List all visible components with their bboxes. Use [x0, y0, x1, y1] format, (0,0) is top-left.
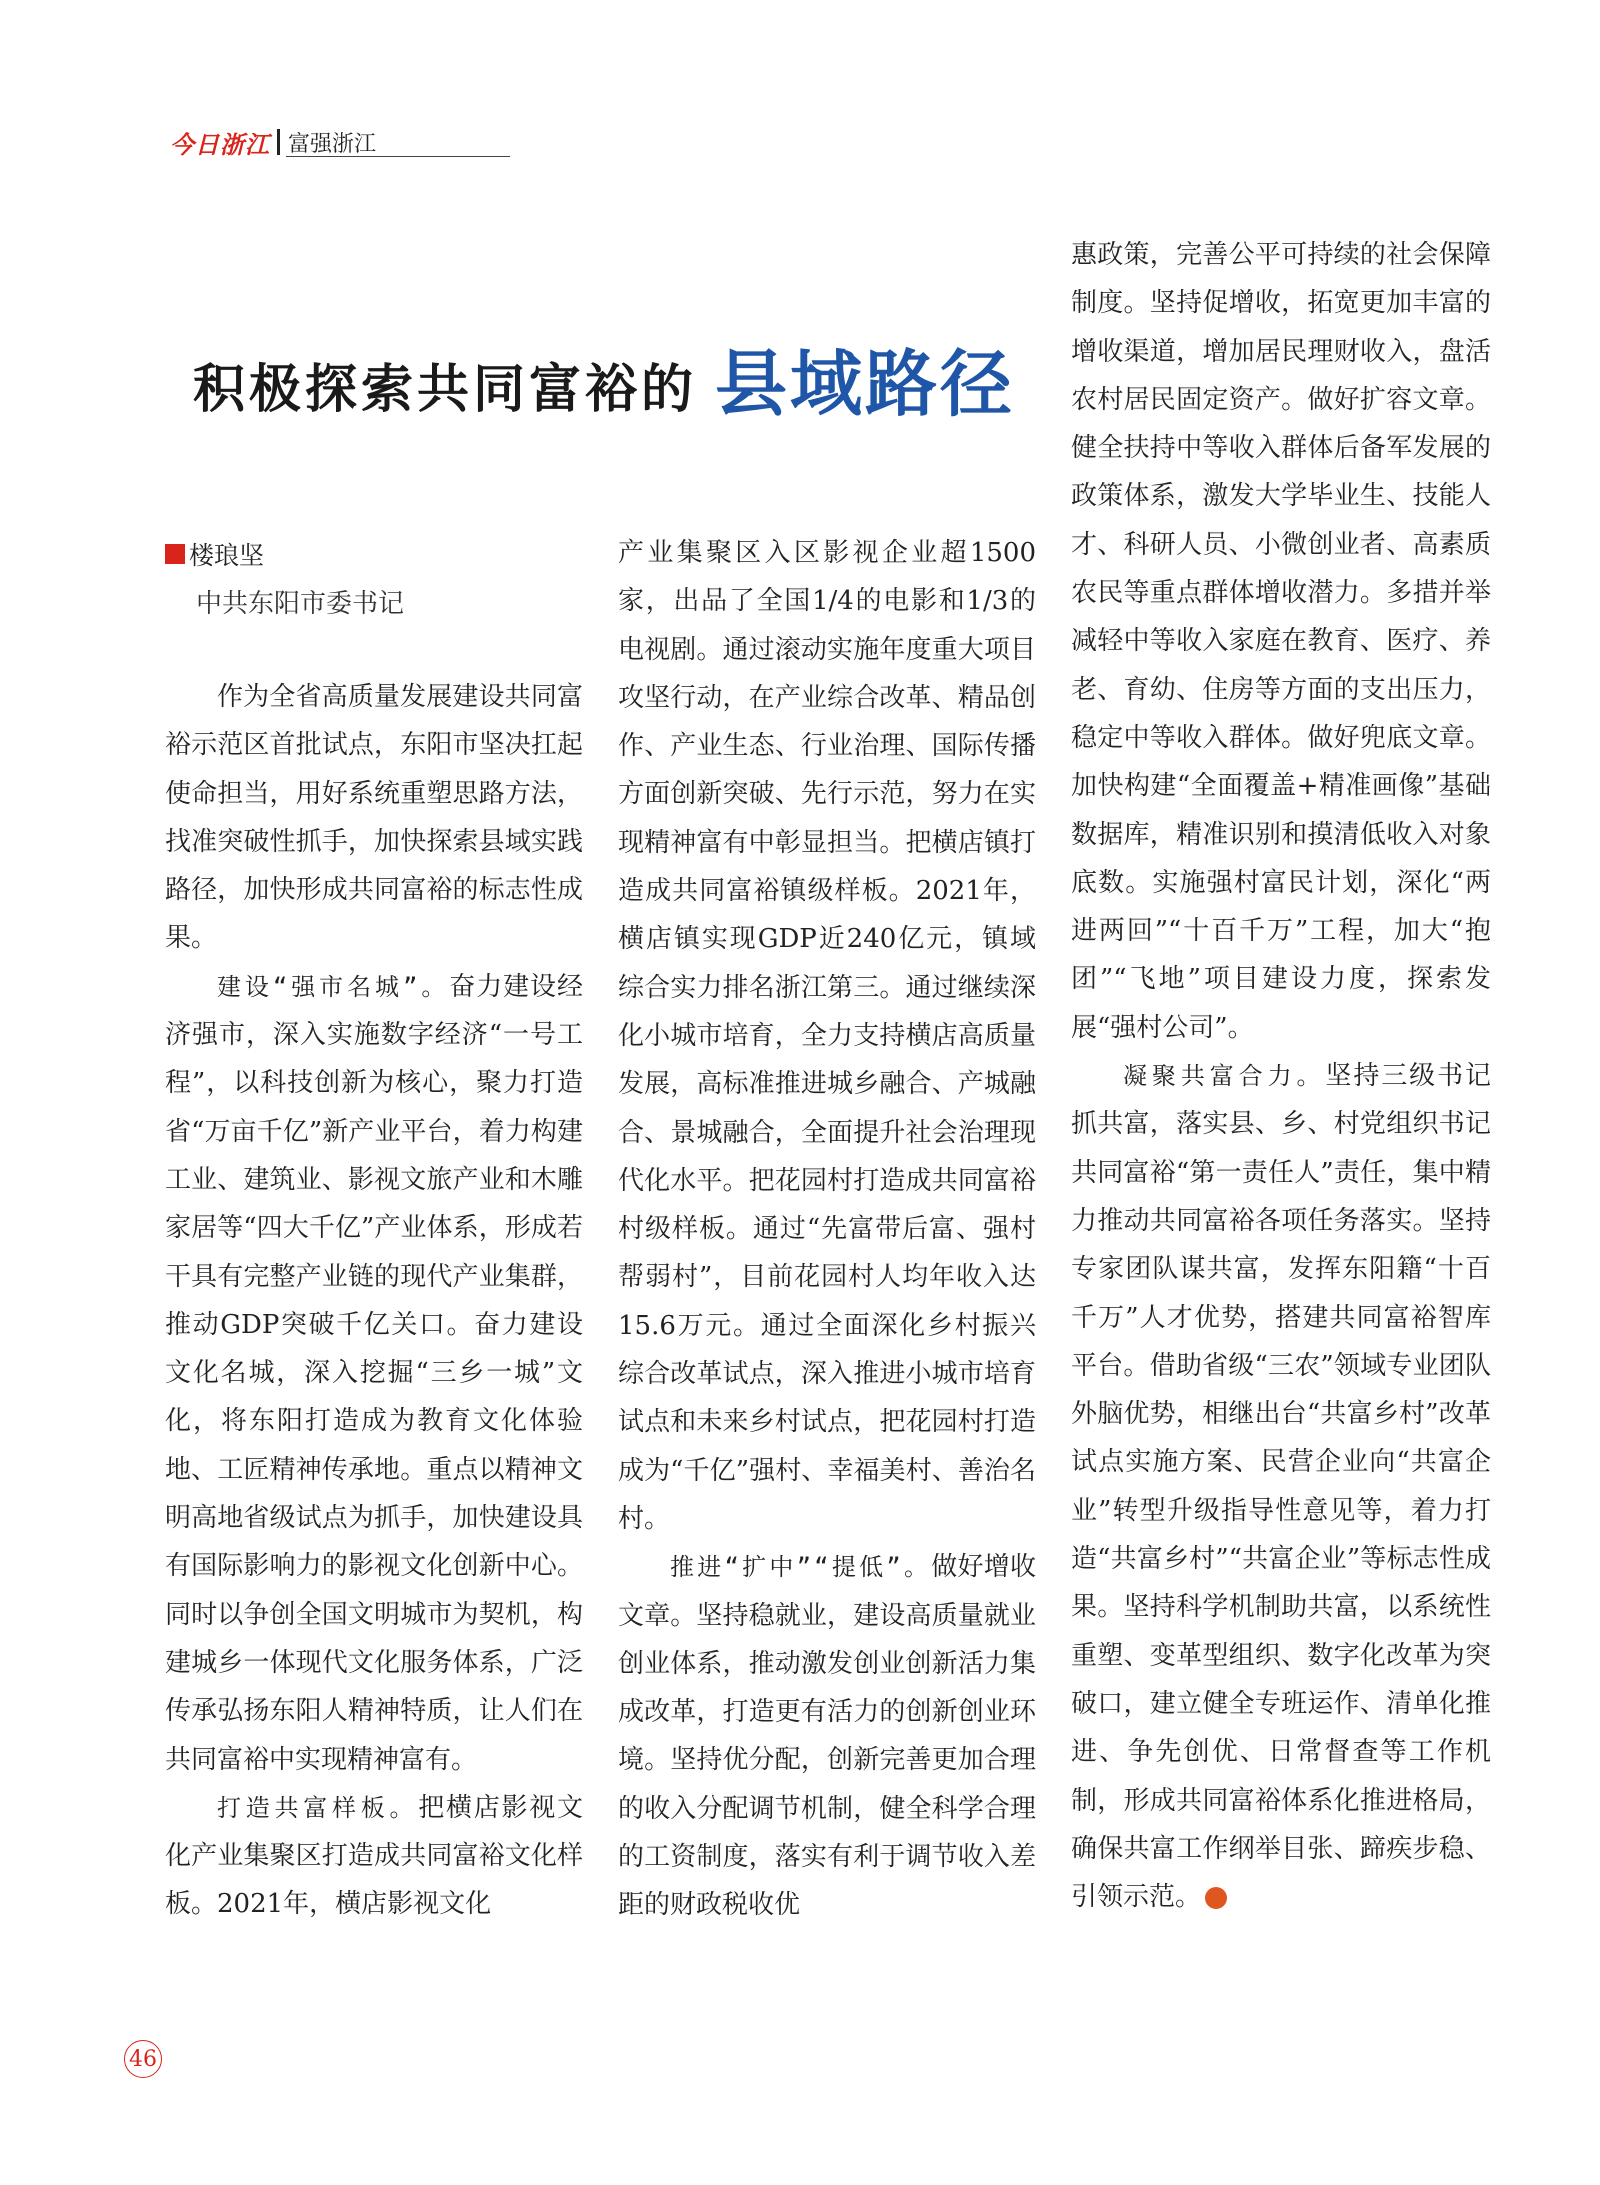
paragraph: 惠政策，完善公平可持续的社会保障制度。坚持促增收，拓宽更加丰富的增收渠道，增加居民理财收入，盘活农村居民固定资产。做好扩容文章。健全扶持中等收入群体后备军发展的政策体系，激发大学毕业生、技能人才、科研人员、小微创业者、高素质农民等重点群体增收潜力。多措并举减轻中等收入家庭在教育、医疗、养老、育幼、住房等方面的支出压力，稳定中等收入群体。做好兜底文章。加快构建“全面覆盖+精准画像”基础数据库，精准识别和摸清低收入对象底数。实施强村富民计划，深化“两进两回”“十百千万”工程，加大“抱团”“飞地”项目建设力度，探索发展“强村公司”。	[1071, 240, 1491, 1043]
end-mark-icon	[1205, 1887, 1227, 1909]
paragraph-lead: 建设“强市名城”。	[217, 972, 450, 1001]
author-name: 楼琅坚	[189, 541, 265, 570]
paragraph	[165, 963, 583, 1784]
paragraph: 产业集聚区入区影视企业超1500家，出品了全国1/4的电影和1/3的电视剧。通过滚动实施年度重大项目攻坚行动，在产业综合改革、精品创作、产业生态、行业治理、国际传播方面创新突破、先行示范，努力在实现精神富有中彰显担当。把横店镇打造成共同富裕镇级样板。2021年，横店镇实现GDP近240亿元，镇域综合实力排名浙江第三。通过继续深化小城市培育，全力支持横店高质量发展，高标准推进城乡融合、产城融合、景城融合，全面提升社会治理现代化水平。把花园村打造成共同富裕村级样板。通过“先富带后富、强村帮弱村”，目前花园村人均年收入达15.6万元。通过全面深化乡村振兴综合改革试点，深入推进小城市培育试点和未来乡村试点，把花园村打造成为“千亿”强村、幸福美村、善治名村。	[618, 538, 1036, 1534]
paragraph-lead: 打造共富样板。	[217, 1793, 419, 1822]
paragraph: 作为全省高质量发展建设共同富裕示范区首批试点，东阳市坚决扛起使命担当，用好系统重塑思路方法，找准突破性抓手，加快探索县域实践路径，加快形成共同富裕的标志性成果。	[165, 682, 583, 954]
text-column-1	[165, 673, 583, 1929]
title-highlight: 县域路径	[715, 342, 1016, 426]
paragraph-body: 做好增收文章。坚持稳就业，建设高质量就业创业体系，推动激发创业创新活力集成改革，打造更有活力的创新创业环境。坚持优分配，创新完善更加合理的收入分配调节机制，健全科学合理的工资制度，落实有利于调节收入差距的财政税收优	[618, 1552, 1036, 1921]
paragraph	[618, 1543, 1036, 1929]
paragraph-body: 把横店影视文化产业集聚区打造成共同富裕文化样板。2021年，横店影视文化	[165, 1792, 583, 1920]
header-divider	[277, 129, 280, 155]
text-column-3	[1071, 231, 1491, 1921]
paragraph-lead: 推进“扩中”“提低”。	[670, 1553, 932, 1582]
magazine-logo: 今日浙江	[170, 129, 270, 159]
paragraph-lead: 凝聚共富合力。	[1123, 1062, 1326, 1091]
section-label: 富强浙江	[288, 131, 377, 157]
paragraph-body: 奋力建设经济强市，深入实施数字经济“一号工程”，以科技创新为核心，聚力打造省“万亩千亿”新产业平台，着力构建工业、建筑业、影视文旅产业和木雕家居等“四大千亿”产业体系，形成若干具有完整产业链的现代产业集群，推动GDP突破千亿关口。奋力建设文化名城，深入挖掘“三乡一城”文化，将东阳打造成为教育文化体验地、工匠精神传承地。重点以精神文明高地省级试点为抓手，加快建设具有国际影响力的影视文化创新中心。同时以争创全国文明城市为契机，构建城乡一体现代文化服务体系，广泛传承弘扬东阳人精神特质，让人们在共同富裕中实现精神富有。	[165, 971, 583, 1775]
article-title	[193, 330, 1015, 430]
header-underline	[286, 156, 510, 157]
title-main: 积极探索共同富裕的	[193, 359, 698, 420]
author-byline	[165, 536, 264, 572]
red-square-icon	[165, 544, 185, 564]
paragraph	[165, 1784, 583, 1929]
text-column-2	[618, 529, 1036, 1930]
paragraph-body: 坚持三级书记抓共富，落实县、乡、村党组织书记共同富裕“第一责任人”责任，集中精力推动共同富裕各项任务落实。坚持专家团队谋共富，发挥东阳籍“十百千万”人才优势，搭建共同富裕智库平台。借助省级“三农”领域专业团队外脑优势，相继出台“共富乡村”改革试点实施方案、民营企业向“共富企业”转型升级指导性意见等，着力打造“共富乡村”“共富企业”等标志性成果。坚持科学机制助共富，以系统性重塑、变革型组织、数字化改革为突破口，建立健全专班运作、清单化推进、争先创优、日常督查等工作机制，形成共同富裕体系化推进格局，确保共富工作纲举目张、蹄疾步稳、引领示范。	[1071, 1061, 1491, 1913]
author-role: 中共东阳市委书记	[196, 589, 405, 619]
page-number: 46	[124, 2040, 162, 2078]
paragraph	[1071, 1052, 1491, 1921]
page-header	[170, 126, 376, 158]
